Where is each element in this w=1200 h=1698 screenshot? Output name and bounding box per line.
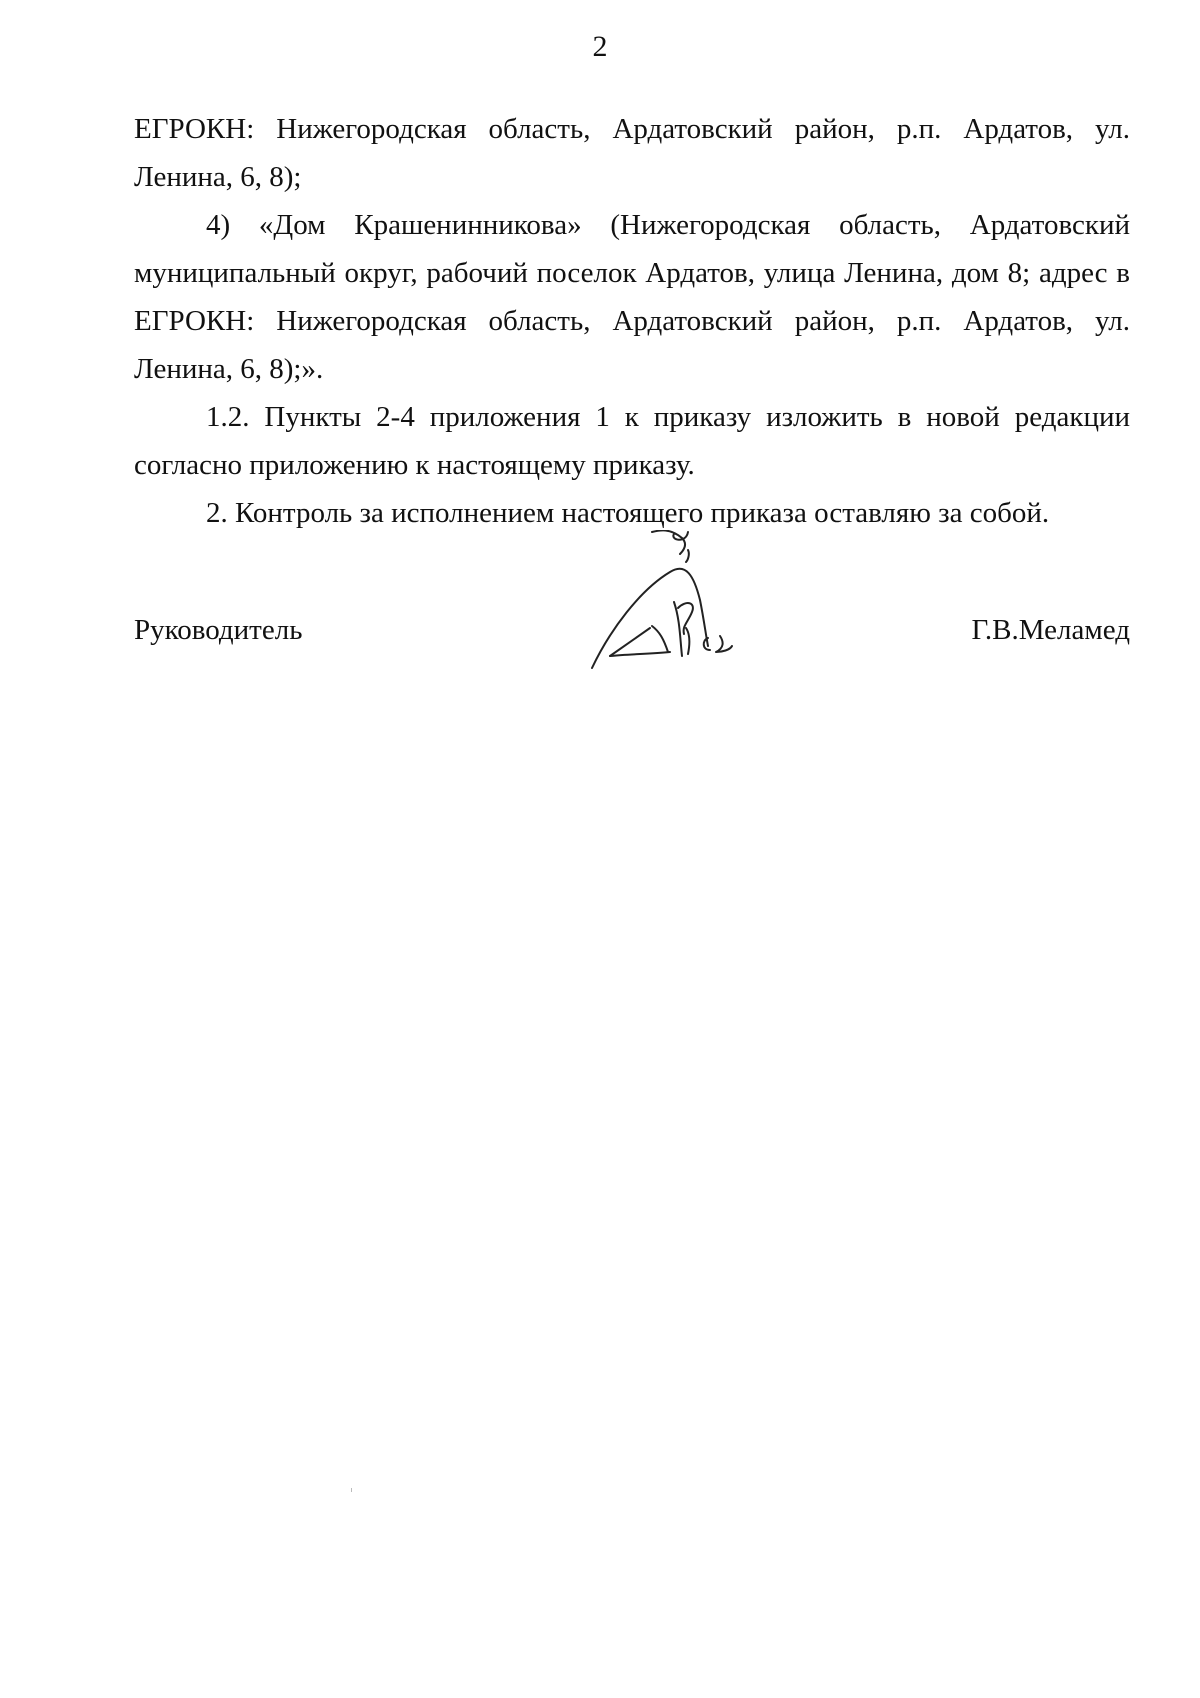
document-body xyxy=(134,105,1130,537)
handwritten-signature xyxy=(590,530,770,670)
scan-speck xyxy=(351,1488,352,1492)
paragraph-item-1-2: 1.2. Пункты 2-4 приложения 1 к приказу изложить в новой редакции согласно приложению к настоящему приказу. xyxy=(134,401,1130,481)
page-number: 2 xyxy=(592,30,608,63)
paragraph-address-continuation: ЕГРОКН: Нижегородская область, Ардатовский район, р.п. Ардатов, ул. Ленина, 6, 8); xyxy=(134,113,1130,193)
paragraph-item-2: 2. Контроль за исполнением настоящего приказа оставляю за собой. xyxy=(206,497,1050,529)
paragraph-item-4: 4) «Дом Крашенинникова» (Нижегородская область, Ардатовский муниципальный округ, рабочий поселок Ардатов, улица Ленина, дом 8; адрес в ЕГРОКН: Нижегородская область, Ардатовский район, р.п. Ардатов, ул. Ленина, 6, 8);». xyxy=(134,209,1130,385)
signer-name: Г.В.Меламед xyxy=(971,614,1130,646)
position-title: Руководитель xyxy=(134,614,303,646)
